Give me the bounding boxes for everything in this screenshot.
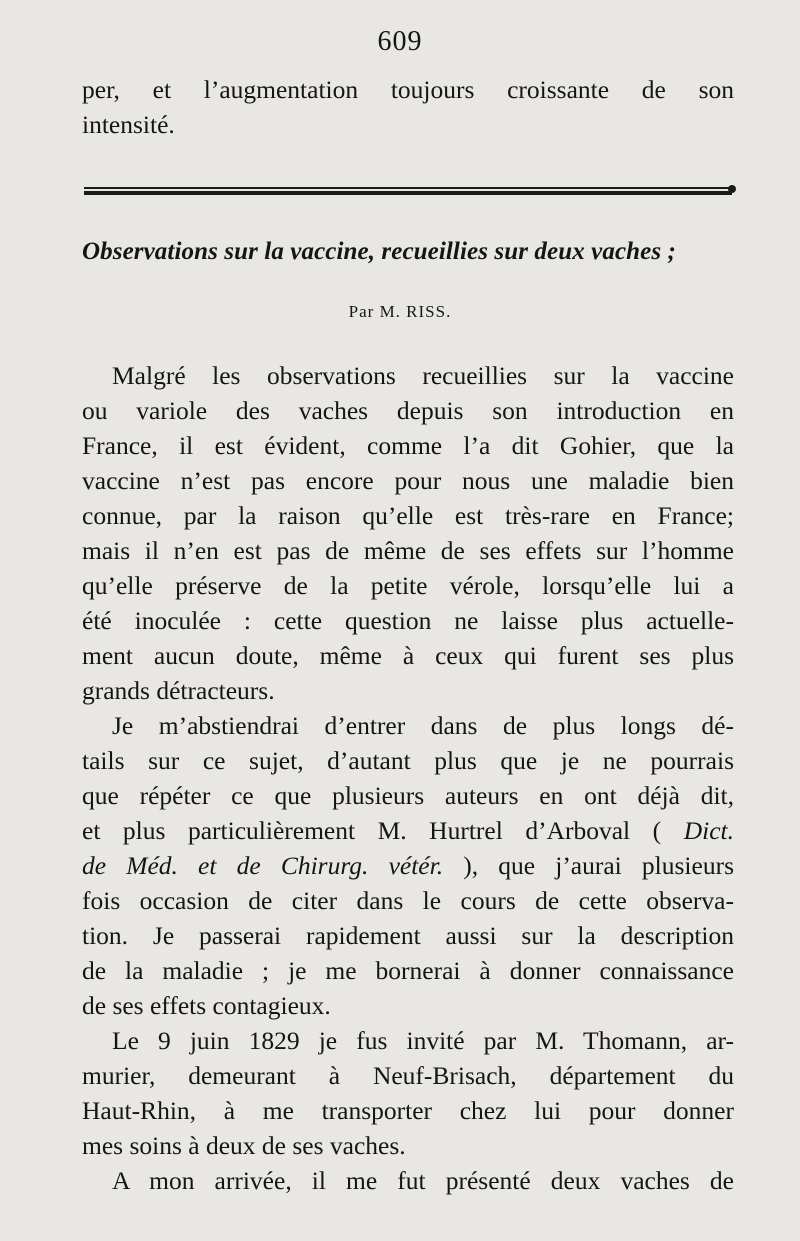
text-line: tion. Je passerai rapidement aussi sur la description [82,921,734,950]
page-number: 609 [377,26,423,57]
text-line: A mon arrivée, il me fut présenté deux vaches de [112,1166,734,1195]
text-line: intensité. [82,110,175,139]
text-line: de la maladie ; je me bornerai à donner connaissance [82,956,734,985]
text-line: fois occasion de citer dans le cours de cette observa- [82,886,734,915]
text-line: grands détracteurs. [82,676,275,705]
text-line: été inoculée : cette question ne laisse plus actuelle- [82,606,734,635]
text-line [82,813,734,848]
article-byline: Par M. RISS. [348,302,452,321]
text-line: Malgré les observations recueillies sur la vaccine [112,361,734,390]
text-line: mais il n’en est pas de même de ses effets sur l’homme [82,536,734,565]
carry-over-text [82,72,734,142]
section-divider-rule [84,187,732,195]
text-line: connue, par la raison qu’elle est très-rare en France; [82,501,734,530]
citation-italic: de Méd. et de Chirurg. vétér. [82,851,444,880]
text-line: Je m’abstiendrai d’entrer dans de plus longs dé- [112,711,734,740]
text-line: France, il est évident, comme l’a dit Gohier, que la [82,431,734,460]
text-line: Haut-Rhin, à me transporter chez lui pour donner [82,1096,734,1125]
text-line: murier, demeurant à Neuf-Brisach, département du [82,1061,734,1090]
text-line: per, et l’augmentation toujours croissante de son [82,75,734,104]
text-run: et plus particulièrement M. Hurtrel d’Arboval ( [82,816,662,845]
text-run: ), que j’aurai plusieurs [463,851,734,880]
text-line: que répéter ce que plusieurs auteurs en ont déjà dit, [82,781,734,810]
text-line: de ses effets contagieux. [82,991,331,1020]
text-line: tails sur ce sujet, d’autant plus que je ne pourrais [82,746,734,775]
text-line: qu’elle préserve de la petite vérole, lorsqu’elle lui a [82,571,734,600]
article-title: Observations sur la vaccine, recueillies sur deux vaches ; [82,238,676,265]
text-line: ou variole des vaches depuis son introduction en [82,396,734,425]
text-line: vaccine n’est pas encore pour nous une maladie bien [82,466,734,495]
citation-italic: Dict. [683,816,735,845]
text-line: mes soins à deux de ses vaches. [82,1131,406,1160]
text-line: ment aucun doute, même à ceux qui furent ses plus [82,641,734,670]
article-body [82,358,734,1198]
text-line [82,848,734,883]
text-line: Le 9 juin 1829 je fus invité par M. Thomann, ar- [112,1026,734,1055]
